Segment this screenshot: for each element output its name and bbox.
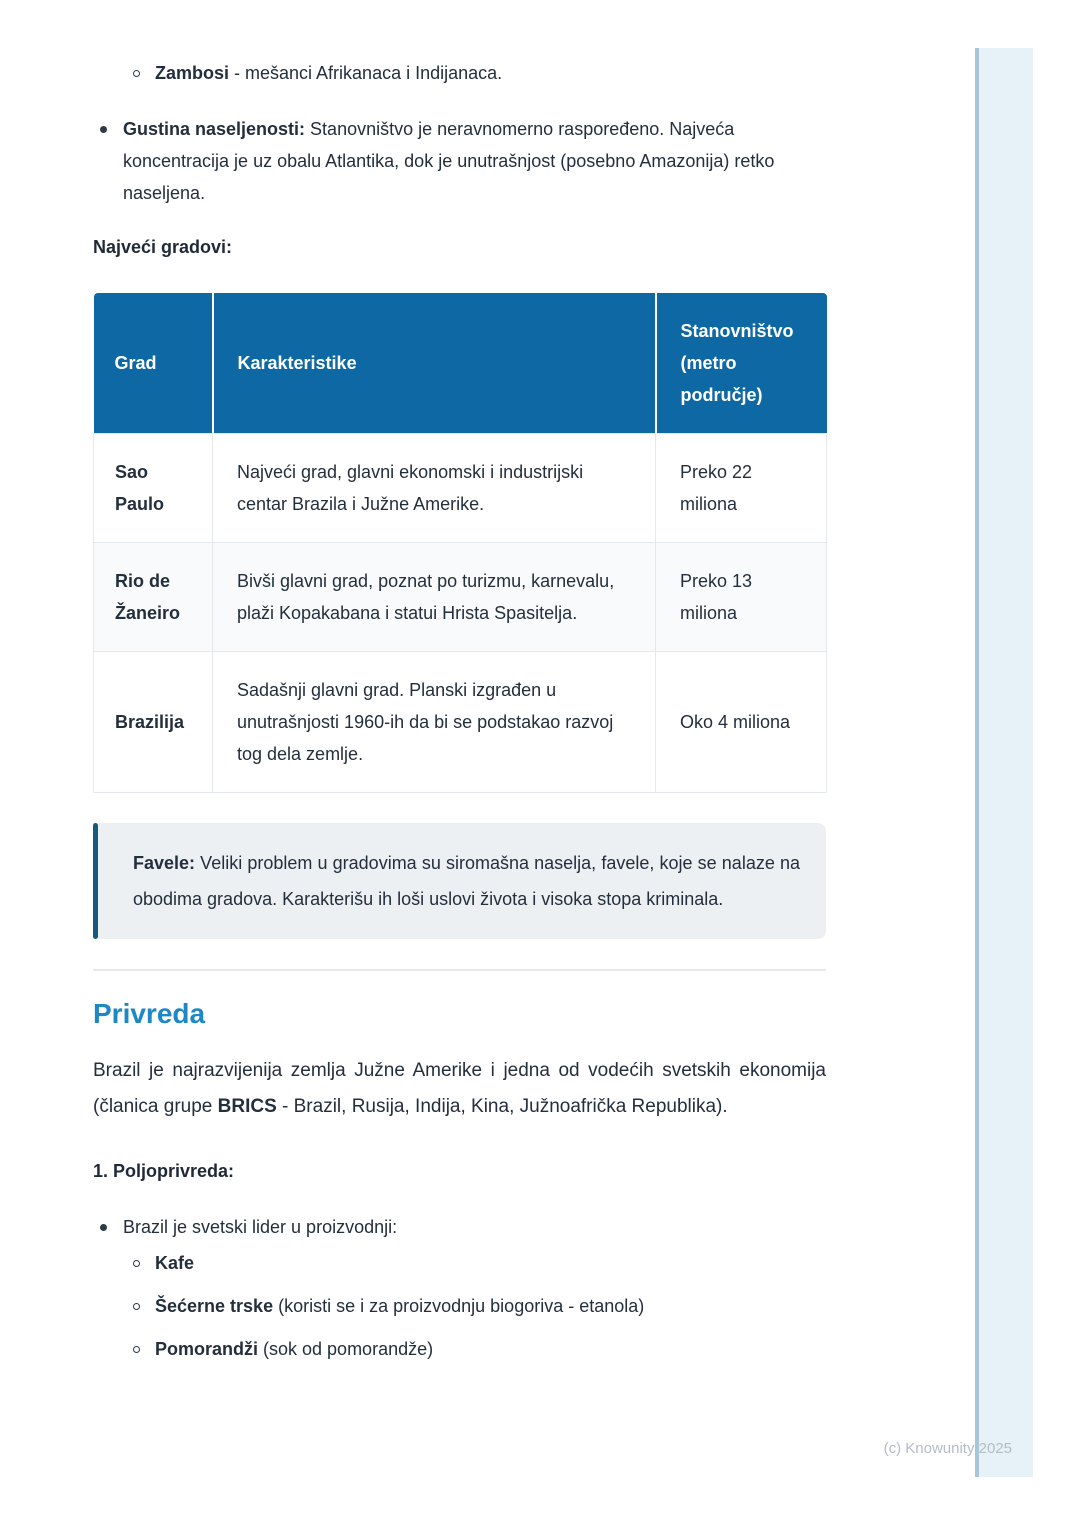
product-name: Kafe [155, 1253, 195, 1273]
bullet-icon [100, 1224, 107, 1231]
city-name: Brazilija [94, 652, 213, 793]
list-item-secerna-trska [126, 1290, 826, 1322]
city-population: Preko 13 miliona [656, 543, 827, 652]
term-brics: BRICS [217, 1096, 277, 1117]
callout-accent-bar [93, 823, 98, 939]
paragraph-text: - Brazil, Rusija, Indija, Kina, Južnoafrička Republika). [276, 1096, 728, 1117]
document-content [93, 0, 826, 1365]
product-note: (koristi se i za proizvodnju biogoriva - etanola) [273, 1296, 645, 1316]
economy-paragraph [93, 1053, 826, 1125]
favele-callout [93, 823, 826, 939]
city-description: Bivši glavni grad, poznat po turizmu, karnevalu, plaži Kopakabana i statui Hrista Spasitelja. [213, 543, 656, 652]
product-name: Pomorandži [155, 1339, 259, 1359]
section-divider [93, 969, 826, 971]
term-zambosi: Zambosi [155, 63, 230, 83]
term-zambosi-definition: - mešanci Afrikanaca i Indijanaca. [229, 63, 503, 83]
list-item-pomorandze [126, 1333, 826, 1365]
list-item-text [155, 57, 826, 89]
paragraph-text: Brazil je najrazvijenija zemlja Južne Amerike i jedna od vodećih svetskih ekonomija (članica grupe [93, 1060, 826, 1117]
list-item-gustina [93, 113, 826, 209]
term-gustina: Gustina naseljenosti: [123, 119, 306, 139]
cities-table [93, 293, 827, 793]
callout-term: Favele: [133, 853, 196, 873]
bullet-icon [100, 126, 107, 133]
callout-text: Veliki problem u gradovima su siromašna naselja, favele, koje se nalaze na obodima gradova. Karakterišu ih loši uslovi života i visoka stopa kriminala. [133, 853, 800, 909]
hollow-bullet-icon [133, 1346, 140, 1353]
list-item-kafe [126, 1247, 826, 1279]
city-population: Preko 22 miliona [656, 434, 827, 543]
product-note: (sok od pomorandže) [258, 1339, 434, 1359]
hollow-bullet-icon [133, 1303, 140, 1310]
list-item-lead [93, 1211, 826, 1243]
copyright-watermark: (c) Knowunity 2025 [883, 1440, 1012, 1457]
list-item-text [155, 1333, 826, 1365]
section-title-privreda: Privreda [93, 998, 206, 1029]
hollow-bullet-icon [133, 70, 140, 77]
city-name: Rio de Žaneiro [94, 543, 213, 652]
list-item-text [155, 1290, 826, 1322]
list-item-text [155, 1247, 826, 1279]
table-row [94, 543, 827, 652]
city-description: Sadašnji glavni grad. Planski izgrađen u unutrašnjosti 1960-ih da bi se podstakao razvoj tog dela zemlje. [213, 652, 656, 793]
subsection-poljoprivreda: 1. Poljoprivreda: [93, 1161, 235, 1181]
table-header-karakteristike: Karakteristike [213, 293, 656, 434]
table-row [94, 434, 827, 543]
term-gustina-definition: Stanovništvo je neravnomerno raspoređeno. Najveća koncentracija je uz obalu Atlantika, dok je unutrašnjost (posebno Amazonija) retko naseljena. [123, 119, 775, 203]
list-item-text [123, 113, 826, 209]
table-row [94, 652, 827, 793]
page-edge-stripe [979, 48, 1033, 1477]
list-item-zambosi [126, 57, 826, 89]
city-name: Sao Paulo [94, 434, 213, 543]
list-item-text: Brazil je svetski lider u proizvodnji: [123, 1217, 398, 1237]
city-population: Oko 4 miliona [656, 652, 827, 793]
table-header-stanovnistvo: Stanovništvo (metro područje) [656, 293, 827, 434]
cities-heading: Najveći gradovi: [93, 237, 233, 257]
city-description: Najveći grad, glavni ekonomski i industrijski centar Brazila i Južne Amerike. [213, 434, 656, 543]
table-header [94, 293, 827, 434]
table-header-grad: Grad [94, 293, 213, 434]
hollow-bullet-icon [133, 1260, 140, 1267]
product-name: Šećerne trske [155, 1296, 274, 1316]
